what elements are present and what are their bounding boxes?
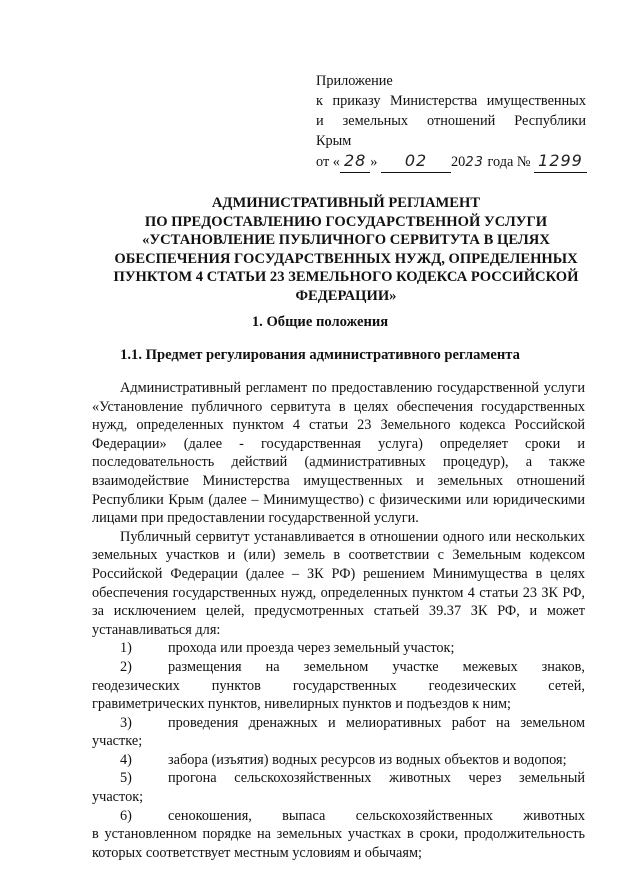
- list-text-continued: участке;: [92, 733, 143, 750]
- date-year-prefix: 20: [451, 154, 466, 170]
- date-month-handwritten: 02: [404, 151, 428, 170]
- paragraph-1: Административный регламент по предоставлению государственной услуги «Установление публичного сервитута в целях обеспечения государственных нужд, определенных пунктом 4 статьи 23 Земельного кодекса Российской Федерации» (далее - государственная услуга) определяет сроки и последовательность действий (административных процедур), а также взаимодействие Министерства имущественных и земельных отношений Республики Крым (далее – Минимущество) с физическими или юридическими лицами при предоставлении государственной услуги.: [92, 380, 585, 527]
- list-number: 6): [120, 807, 132, 824]
- list-number: 5): [120, 770, 132, 787]
- document-title: [96, 194, 596, 306]
- title-line: ПО ПРЕДОСТАВЛЕНИЮ ГОСУДАРСТВЕННОЙ УСЛУГИ: [144, 213, 548, 230]
- list-item: [92, 751, 585, 770]
- appendix-ministry-line: и земельных отношений Республики: [316, 113, 586, 129]
- title-line: «УСТАНОВЛЕНИЕ ПУБЛИЧНОГО СЕРВИТУТА В ЦЕЛЯХ: [142, 232, 550, 249]
- list-item: [92, 658, 585, 714]
- appendix-order-line: к приказу Министерства имущественных: [316, 93, 586, 109]
- list-item: [92, 769, 585, 806]
- paragraph-2: Публичный сервитут устанавливается в отношении одного или нескольких земельных участков и (или) земель в соответствии с Земельным кодексом Российской Федерации (далее – ЗК РФ) решением Минимущества в целях обеспечения государственных нужд, определенных пунктом 4 статьи 23 ЗК РФ, за исключением целей, предусмотренных статьей 39.37 ЗК РФ, и может устанавливаться для:: [92, 528, 585, 638]
- appendix-region-line: Крым: [316, 133, 352, 149]
- title-line: ОБЕСПЕЧЕНИЯ ГОСУДАРСТВЕННЫХ НУЖД, ОПРЕДЕЛЕННЫХ: [114, 250, 578, 267]
- list-text: прогона сельскохозяйственных животных через земельный: [168, 770, 585, 787]
- list-text: проведения дренажных и мелиоративных работ на земельном: [168, 714, 585, 731]
- list-number: 4): [120, 751, 132, 768]
- list-text-continued: участок;: [92, 789, 144, 806]
- list-item: [92, 807, 585, 863]
- subsection-heading: 1.1. Предмет регулирования административного регламента: [120, 347, 520, 363]
- list-text: размещения на земельном участке межевых знаков,: [168, 658, 585, 675]
- list-item: [92, 639, 585, 658]
- title-line: ФЕДЕРАЦИИ»: [295, 287, 397, 304]
- title-line: ПУНКТОМ 4 СТАТЬИ 23 ЗЕМЕЛЬНОГО КОДЕКСА РОССИЙСКОЙ: [113, 269, 579, 286]
- list-text: прохода или проезда через земельный участок;: [168, 640, 455, 657]
- list-text: забора (изъятия) водных ресурсов из водных объектов и водопоя;: [168, 751, 567, 768]
- date-suffix: года №: [487, 154, 531, 170]
- date-prefix: от «: [316, 154, 340, 170]
- list-number: 2): [120, 658, 132, 675]
- appendix-heading: Приложение: [316, 73, 393, 89]
- appendix-date-line: [316, 151, 586, 173]
- order-number-handwritten: 1299: [538, 151, 583, 170]
- title-line: АДМИНИСТРАТИВНЫЙ РЕГЛАМЕНТ: [211, 195, 481, 211]
- list-text-continued: в установленном порядке на земельных участках в сроки, продолжительность которых соответствует местным условиям и обычаям;: [92, 826, 585, 861]
- list-number: 3): [120, 714, 132, 731]
- date-day-handwritten: 28: [343, 151, 367, 170]
- body-text: [92, 379, 585, 862]
- list-number: 1): [120, 640, 132, 657]
- date-year-handwritten: 23: [465, 155, 484, 170]
- date-mid: »: [370, 154, 378, 170]
- list-item: [92, 714, 585, 751]
- list-text: сенокошения, выпаса сельскохозяйственных животных: [168, 807, 585, 824]
- list-text-continued: геодезических пунктов государственных геодезических сетей, гравиметрических пунктов, нивелирных пунктов и подъездов к ним;: [92, 677, 585, 713]
- appendix-block: [316, 71, 586, 173]
- section-heading: 1. Общие положения: [251, 314, 389, 330]
